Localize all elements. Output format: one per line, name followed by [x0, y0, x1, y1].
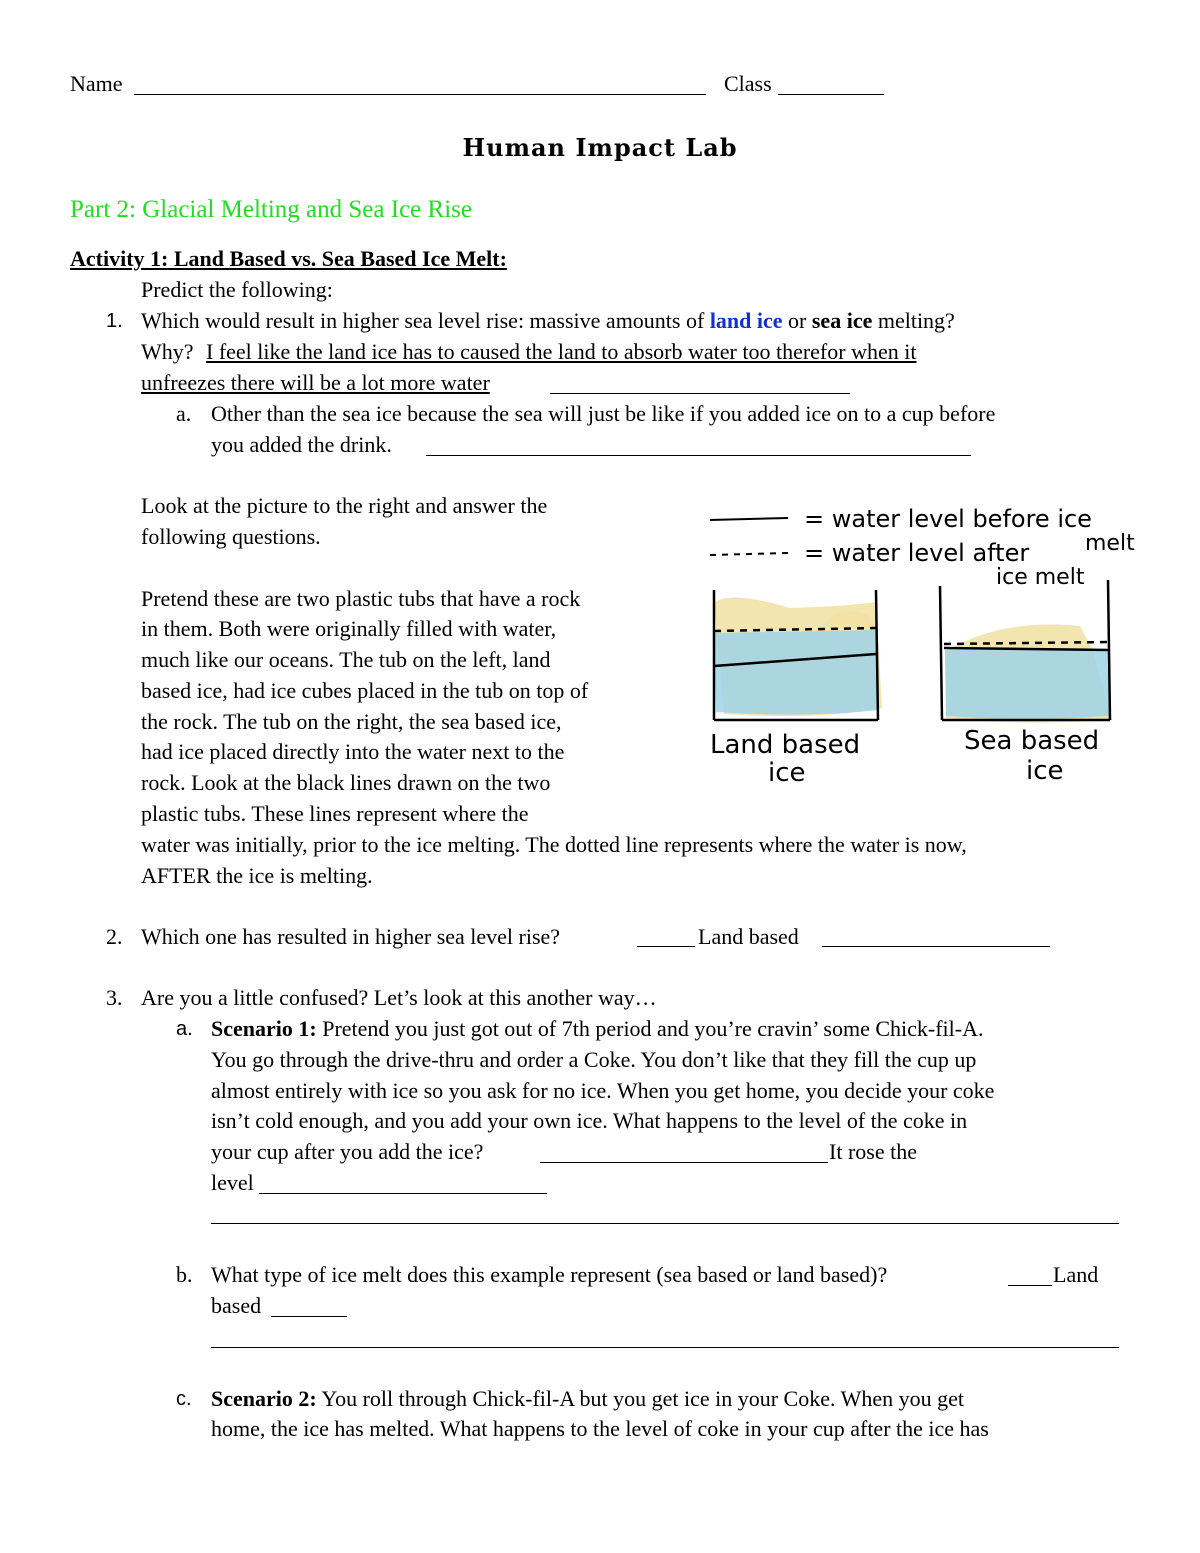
- q1-answer-line-2[interactable]: unfreezes there will be a lot more water: [141, 370, 490, 395]
- q3c-label: c.: [176, 1388, 192, 1410]
- pretend-line-7: rock. Look at the black lines drawn on the two: [141, 770, 551, 795]
- pretend-line-6: had ice placed directly into the water next to the: [141, 739, 565, 764]
- q3a-line-3: almost entirely with ice so you ask for no ice. When you get home, you decide your coke: [211, 1078, 995, 1103]
- scenario-1-text: Pretend you just got out of 7th period and you’re cravin’ some Chick-fil-A.: [316, 1016, 984, 1041]
- right-tub-label-2: ice: [1026, 756, 1064, 786]
- q3-number: 3.: [106, 985, 123, 1010]
- picture-text-2: following questions.: [141, 524, 321, 549]
- pretend-line-8: plastic tubs. These lines represent where the: [141, 801, 529, 826]
- legend-solid-line: [710, 518, 788, 520]
- pretend-line-1: Pretend these are two plastic tubs that have a rock: [141, 586, 581, 611]
- left-tub-label-1: Land based: [710, 730, 861, 760]
- legend-dotted-text: = water level after: [804, 539, 1030, 567]
- q1-or: or: [782, 308, 812, 333]
- legend-dotted-melt: melt: [1085, 531, 1135, 556]
- scenario-1-label: Scenario 1:: [211, 1016, 317, 1041]
- q3b-blank-3[interactable]: [211, 1347, 1119, 1348]
- q3b-blank-2[interactable]: [271, 1316, 347, 1317]
- q1-text-b: melting?: [872, 308, 955, 333]
- q1-why: Why?: [141, 339, 194, 364]
- q3a-line-4: isn’t cold enough, and you add your own ice. What happens to the level of the coke in: [211, 1108, 968, 1133]
- q1-answer-line-1[interactable]: I feel like the land ice has to caused the land to absorb water too therefor when it: [206, 339, 917, 364]
- q2-answer[interactable]: Land based: [698, 924, 799, 949]
- legend-dotted-text-2: ice melt: [996, 565, 1085, 590]
- class-label: Class: [724, 71, 772, 96]
- q3b-answer-2[interactable]: based: [211, 1293, 262, 1318]
- q3b-blank-1[interactable]: [1008, 1285, 1052, 1286]
- q3-text: Are you a little confused? Let’s look at this another way…: [141, 985, 657, 1010]
- pretend-line-9: water was initially, prior to the ice melting. The dotted line represents where the water is now,: [141, 832, 967, 857]
- q3a-answer-2[interactable]: level: [211, 1170, 254, 1195]
- land-ice-term: land ice: [709, 308, 783, 333]
- pretend-line-3: much like our oceans. The tub on the left, land: [141, 647, 551, 672]
- q2-text: Which one has resulted in higher sea level rise?: [141, 924, 561, 949]
- scenario-2-label: Scenario 2:: [211, 1386, 317, 1411]
- q1a-blank[interactable]: [426, 455, 971, 456]
- q2-blank-right[interactable]: [822, 946, 1050, 947]
- left-water: [714, 630, 878, 715]
- q1-number: 1.: [106, 310, 123, 332]
- right-tub-label-1: Sea based: [964, 726, 1100, 756]
- legend-solid-text: = water level before ice: [804, 505, 1092, 533]
- part-heading: Part 2: Glacial Melting and Sea Ice Rise: [70, 196, 472, 223]
- q2-number: 2.: [106, 924, 123, 949]
- q3a-line-5: your cup after you add the ice?: [211, 1139, 484, 1164]
- q3a-blank-1[interactable]: [540, 1162, 828, 1163]
- q1-text-a: Which would result in higher sea level rise: massive amounts of: [141, 308, 710, 333]
- q1a-label: a.: [176, 401, 192, 426]
- pretend-line-4: based ice, had ice cubes placed in the tub on top of: [141, 678, 589, 703]
- q3a-label: a.: [176, 1018, 193, 1040]
- picture-text-1: Look at the picture to the right and answer the: [141, 493, 548, 518]
- name-blank[interactable]: [134, 94, 706, 95]
- name-label: Name: [70, 71, 123, 96]
- q3c-line-1: [211, 1383, 964, 1414]
- q2-blank-left[interactable]: [637, 946, 695, 947]
- scenario-2-text: You roll through Chick-fil-A but you get ice in your Coke. When you get: [316, 1386, 965, 1411]
- activity-heading: Activity 1: Land Based vs. Sea Based Ice Melt:: [70, 246, 507, 271]
- q3a-blank-2[interactable]: [259, 1193, 547, 1194]
- q1-answer-blank[interactable]: [550, 393, 850, 394]
- q3c-line-2: home, the ice has melted. What happens to the level of coke in your cup after the ice has: [211, 1416, 989, 1441]
- predict-text: Predict the following:: [141, 277, 333, 302]
- q3a-blank-3[interactable]: [211, 1223, 1119, 1224]
- q3b-answer-1[interactable]: Land: [1053, 1262, 1099, 1287]
- page-title: Human Impact Lab: [462, 133, 738, 162]
- pretend-line-10: AFTER the ice is melting.: [141, 863, 373, 888]
- left-tub-label-2: ice: [768, 758, 806, 788]
- tubs-figure: [700, 498, 1150, 798]
- q3a-line-1: [211, 1013, 983, 1044]
- pretend-line-2: in them. Both were originally filled with water,: [141, 616, 557, 641]
- right-water: [945, 650, 1110, 719]
- q3a-answer-1[interactable]: It rose the: [829, 1139, 917, 1164]
- q3b-text: What type of ice melt does this example represent (sea based or land based)?: [211, 1262, 888, 1287]
- q1a-line-2: you added the drink.: [211, 432, 392, 457]
- sea-ice-term: sea ice: [811, 308, 873, 333]
- pretend-line-5: the rock. The tub on the right, the sea based ice,: [141, 709, 562, 734]
- class-blank[interactable]: [778, 94, 884, 95]
- q1-question: [141, 305, 955, 336]
- legend-dotted-line: [710, 553, 788, 555]
- q3b-label: b.: [176, 1262, 193, 1287]
- q1a-line-1: Other than the sea ice because the sea will just be like if you added ice on to a cup before: [211, 401, 996, 426]
- right-tub-wall-left: [940, 586, 942, 720]
- q3a-line-2: You go through the drive-thru and order a Coke. You don’t like that they fill the cup up: [211, 1047, 977, 1072]
